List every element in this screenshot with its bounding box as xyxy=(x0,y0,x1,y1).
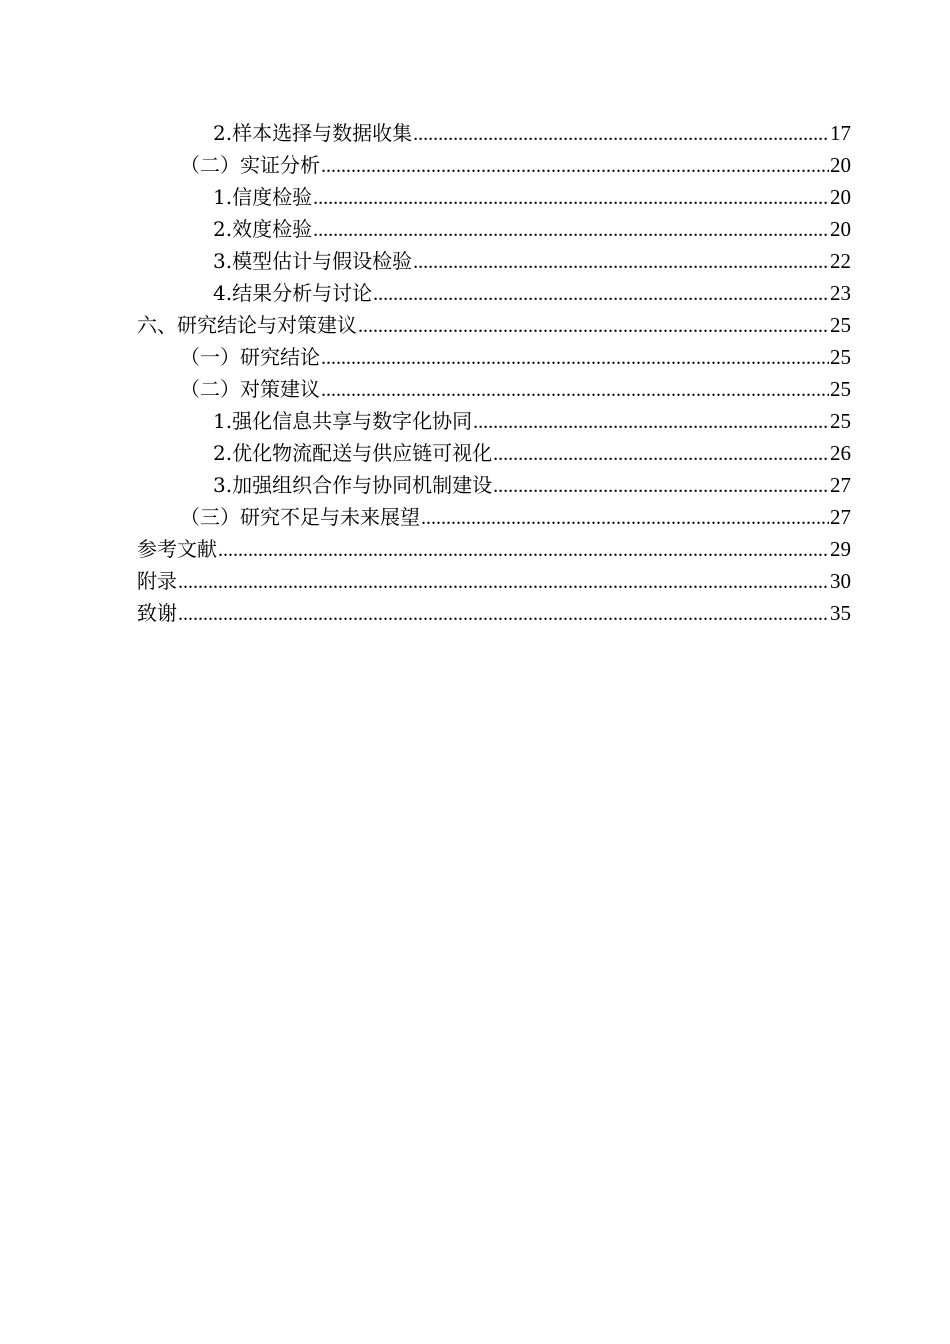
toc-entry[interactable] xyxy=(137,501,851,533)
toc-entry-title: 2.效度检验 xyxy=(213,217,313,241)
toc-dot-leader xyxy=(373,278,829,310)
toc-entry[interactable] xyxy=(137,469,851,501)
toc-dot-leader xyxy=(358,310,829,342)
toc-entry-page: 22 xyxy=(830,249,851,273)
toc-dot-leader xyxy=(313,214,829,246)
toc-entry-page: 25 xyxy=(830,345,851,369)
toc-entry-title: 参考文献 xyxy=(137,537,217,561)
toc-entry-title: （二）实证分析 xyxy=(180,153,320,177)
toc-entry-title: （二）对策建议 xyxy=(180,377,320,401)
toc-entry[interactable] xyxy=(137,565,851,597)
toc-entry-page: 29 xyxy=(830,537,851,561)
toc-dot-leader xyxy=(493,470,829,502)
toc-dot-leader xyxy=(321,150,829,182)
toc-entry[interactable] xyxy=(137,405,851,437)
toc-dot-leader xyxy=(218,534,829,566)
toc-dot-leader xyxy=(421,502,829,534)
toc-entry-title: 3.模型估计与假设检验 xyxy=(213,249,413,273)
toc-dot-leader xyxy=(321,374,829,406)
toc-entry[interactable] xyxy=(137,149,851,181)
toc-entry-title: 2.优化物流配送与供应链可视化 xyxy=(213,441,493,465)
toc-entry-page: 27 xyxy=(830,505,851,529)
toc-entry[interactable] xyxy=(137,181,851,213)
toc-dot-leader xyxy=(493,438,829,470)
toc-dot-leader xyxy=(473,406,829,438)
toc-entry[interactable] xyxy=(137,213,851,245)
toc-entry-page: 25 xyxy=(830,409,851,433)
toc-dot-leader xyxy=(413,246,829,278)
toc-entry[interactable] xyxy=(137,309,851,341)
toc-entry-title: 4.结果分析与讨论 xyxy=(213,281,373,305)
toc-entry-title: （三）研究不足与未来展望 xyxy=(180,505,420,529)
toc-dot-leader xyxy=(313,182,829,214)
toc-entry-page: 25 xyxy=(830,313,851,337)
toc-entry-title: 附录 xyxy=(137,569,177,593)
toc-entry[interactable] xyxy=(137,373,851,405)
toc-dot-leader xyxy=(321,342,829,374)
toc-entry[interactable] xyxy=(137,341,851,373)
toc-dot-leader xyxy=(178,566,829,598)
toc-entry[interactable] xyxy=(137,117,851,149)
toc-entry-page: 20 xyxy=(830,217,851,241)
toc-entry-title: 3.加强组织合作与协同机制建设 xyxy=(213,473,493,497)
toc-dot-leader xyxy=(178,598,829,630)
toc-entry-title: 致谢 xyxy=(137,601,177,625)
toc-entry[interactable] xyxy=(137,437,851,469)
toc-dot-leader xyxy=(413,118,829,150)
toc-entry-title: 1.信度检验 xyxy=(213,185,313,209)
toc-entry[interactable] xyxy=(137,277,851,309)
toc-entry-page: 20 xyxy=(830,185,851,209)
toc-entry-page: 17 xyxy=(830,121,851,145)
toc-entry-title: 1.强化信息共享与数字化协同 xyxy=(213,409,473,433)
toc-entry-title: （一）研究结论 xyxy=(180,345,320,369)
toc-entry-page: 30 xyxy=(830,569,851,593)
table-of-contents xyxy=(137,117,851,629)
toc-entry-page: 23 xyxy=(830,281,851,305)
toc-entry[interactable] xyxy=(137,245,851,277)
toc-entry-page: 35 xyxy=(830,601,851,625)
toc-entry[interactable] xyxy=(137,533,851,565)
toc-entry-title: 2.样本选择与数据收集 xyxy=(213,121,413,145)
toc-entry-page: 25 xyxy=(830,377,851,401)
toc-entry-page: 26 xyxy=(830,441,851,465)
toc-entry-title: 六、研究结论与对策建议 xyxy=(137,313,357,337)
toc-entry-page: 27 xyxy=(830,473,851,497)
toc-entry-page: 20 xyxy=(830,153,851,177)
toc-entry[interactable] xyxy=(137,597,851,629)
